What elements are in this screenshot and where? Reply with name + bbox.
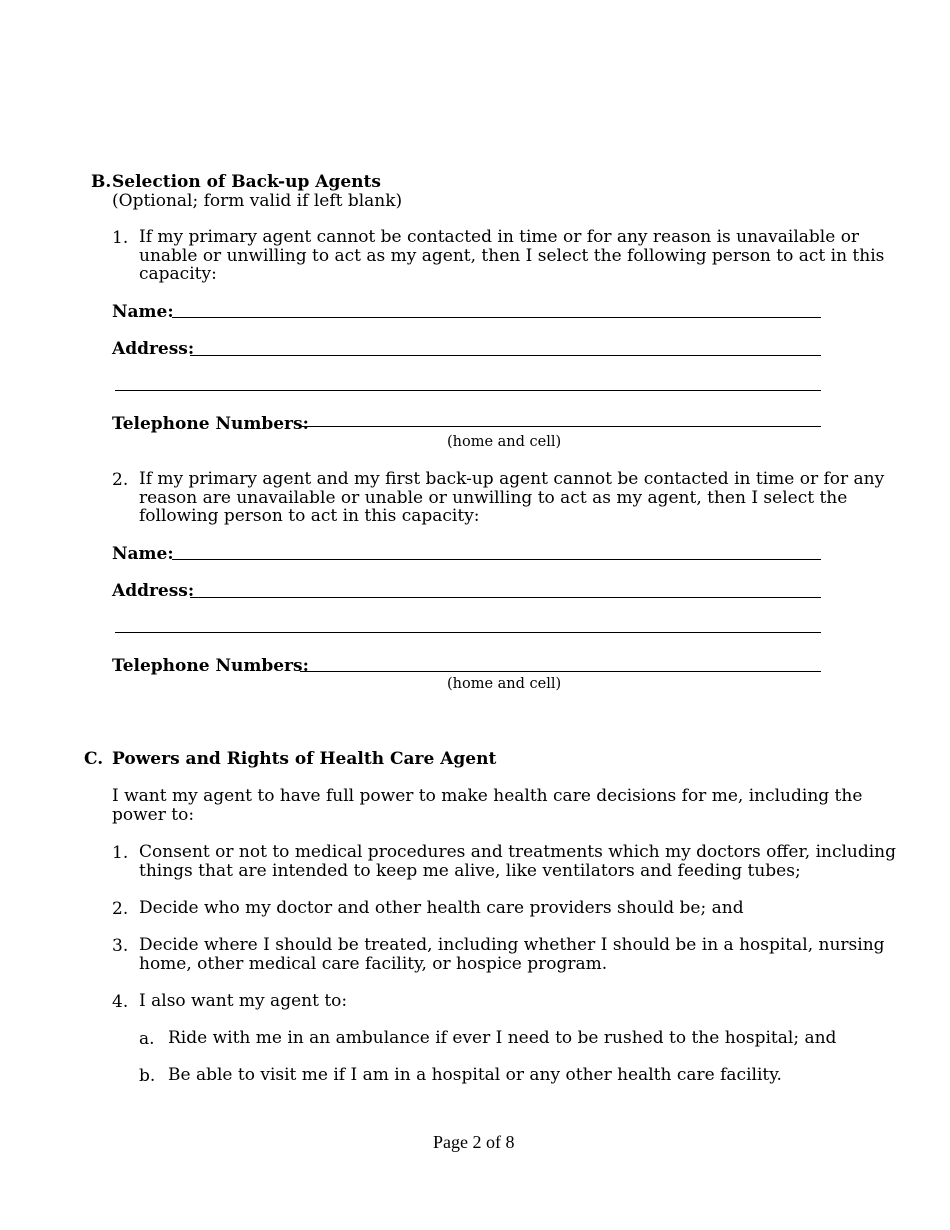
item-number: 4. [112,992,129,1012]
item-number: 3. [112,936,129,956]
subitem-text: Ride with me in an ambulance if ever I need to be rushed to the hospital; and [168,1028,837,1048]
section-c-intro: I want my agent to have full power to make health care decisions for me, including the power to: [112,786,863,825]
item-text: Decide where I should be treated, including whether I should be in a hospital, nursing home, other medical care facility, or hospice program. [139,935,885,974]
telephone-label: Telephone Numbers: [112,414,309,434]
item-text: Decide who my doctor and other health care providers should be; and [139,898,744,918]
telephone-label: Telephone Numbers: [112,656,309,676]
item-number: 1. [112,228,129,248]
section-c-title: Powers and Rights of Health Care Agent [112,749,497,769]
section-b-subtitle: (Optional; form valid if left blank) [112,191,403,211]
address-label: Address: [112,581,195,601]
item-text: I also want my agent to: [139,991,348,1011]
telephone-caption: (home and cell) [447,676,562,692]
item-text: Consent or not to medical procedures and treatments which my doctors offer, including things that are intended to keep me alive, like ventilators and feeding tubes; [139,842,897,881]
section-c-letter: C. [84,749,104,769]
address-label: Address: [112,339,195,359]
item-number: 2. [112,470,129,490]
subitem-text: Be able to visit me if I am in a hospital or any other health care facility. [168,1065,782,1085]
item-text: If my primary agent cannot be contacted in time or for any reason is unavailable or unable or unwilling to act as my agent, then I select the following person to act in this capacity: [139,227,885,284]
address-field-1[interactable] [190,355,821,356]
item-text: If my primary agent and my first back-up agent cannot be contacted in time or for any reason are unavailable or unable or unwilling to act as my agent, then I select the following person to act in this capacity: [139,469,885,526]
name-field-1[interactable] [172,317,821,318]
subitem-letter: b. [139,1066,156,1086]
section-b-title: Selection of Back-up Agents [112,172,381,192]
telephone-caption: (home and cell) [447,434,562,450]
item-number: 2. [112,899,129,919]
address-line-2-field-1[interactable] [115,390,821,391]
name-field-2[interactable] [172,559,821,560]
section-b-letter: B. [91,172,112,192]
telephone-field-1[interactable] [300,426,821,427]
address-field-2[interactable] [190,597,821,598]
item-number: 1. [112,843,129,863]
name-label: Name: [112,302,174,322]
name-label: Name: [112,544,174,564]
page-number: Page 2 of 8 [433,1132,515,1152]
telephone-field-2[interactable] [300,671,821,672]
subitem-letter: a. [139,1029,155,1049]
address-line-2-field-2[interactable] [115,632,821,633]
